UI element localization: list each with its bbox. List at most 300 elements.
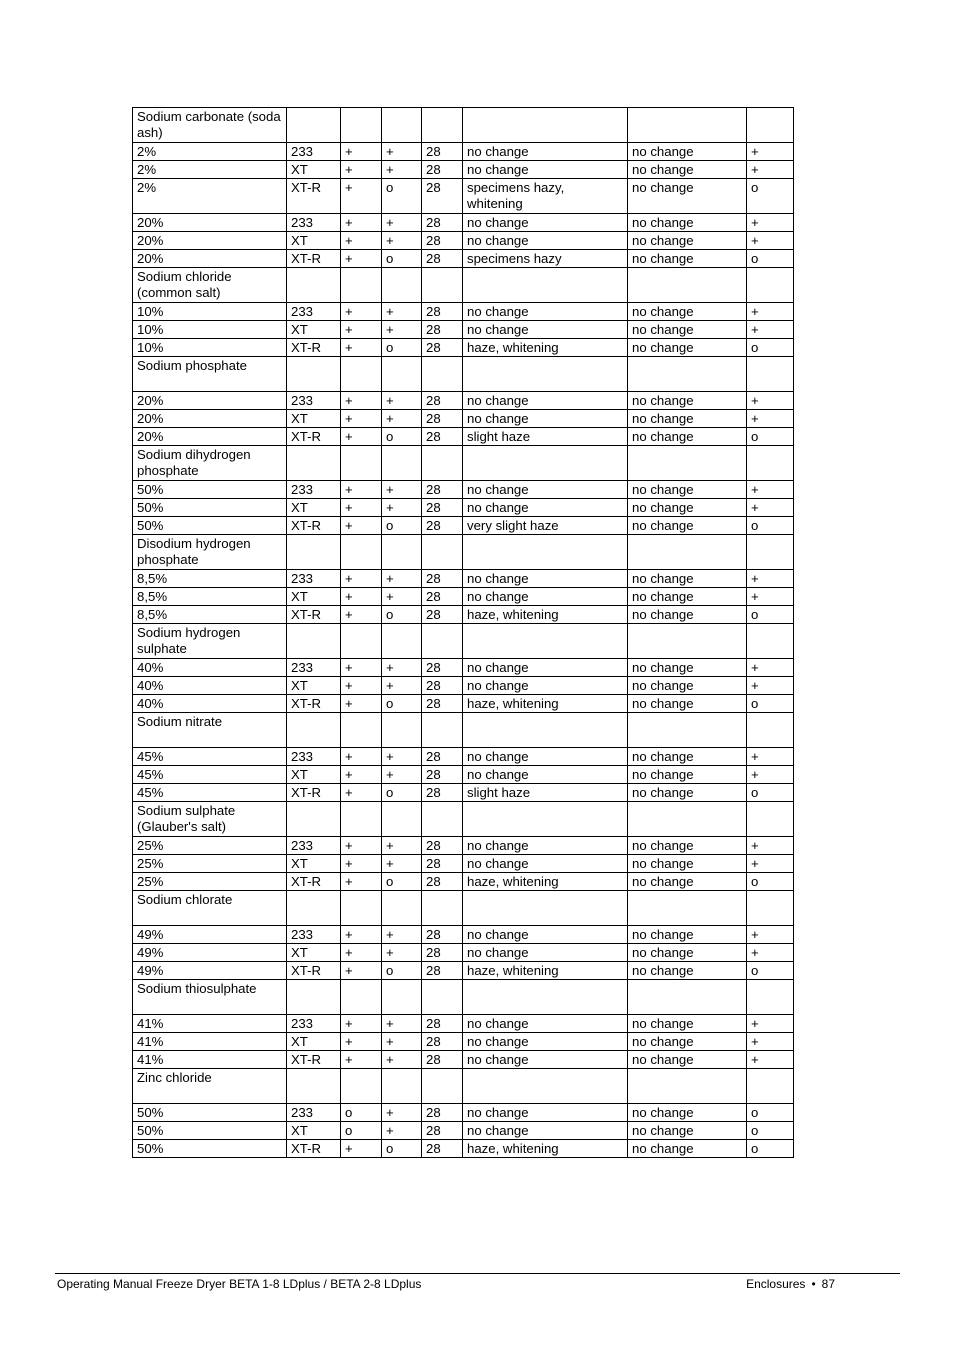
cell-observation: no change: [463, 481, 628, 499]
empty-cell: [287, 446, 341, 481]
cell-days: 28: [422, 1104, 463, 1122]
cell-material: XT: [287, 1033, 341, 1051]
cell-concentration: 45%: [133, 784, 287, 802]
cell-material: 233: [287, 748, 341, 766]
empty-cell: [628, 357, 747, 392]
section-header-row: [133, 1069, 794, 1104]
cell-days: 28: [422, 143, 463, 161]
cell-material: 233: [287, 481, 341, 499]
empty-cell: [628, 1069, 747, 1104]
empty-cell: [382, 108, 422, 143]
table-row: [133, 428, 794, 446]
cell-observation: no change: [463, 748, 628, 766]
cell-overall: +: [747, 926, 794, 944]
empty-cell: [628, 446, 747, 481]
cell-rating-b: o: [382, 606, 422, 624]
table-row: [133, 588, 794, 606]
empty-cell: [341, 980, 382, 1015]
empty-cell: [287, 891, 341, 926]
cell-concentration: 10%: [133, 339, 287, 357]
cell-rating-b: o: [382, 339, 422, 357]
cell-observation: no change: [463, 588, 628, 606]
cell-observation-2: no change: [628, 1122, 747, 1140]
cell-concentration: 49%: [133, 944, 287, 962]
table-row: [133, 1104, 794, 1122]
cell-days: 28: [422, 926, 463, 944]
cell-observation-2: no change: [628, 1051, 747, 1069]
cell-days: 28: [422, 303, 463, 321]
cell-concentration: 50%: [133, 1140, 287, 1158]
substance-name: Sodium phosphate: [133, 357, 287, 392]
cell-observation: no change: [463, 499, 628, 517]
cell-overall: +: [747, 766, 794, 784]
cell-material: 233: [287, 570, 341, 588]
footer-page-info: [746, 1277, 835, 1291]
empty-cell: [382, 446, 422, 481]
cell-observation: no change: [463, 570, 628, 588]
cell-days: 28: [422, 179, 463, 214]
cell-overall: +: [747, 659, 794, 677]
empty-cell: [747, 802, 794, 837]
cell-observation: no change: [463, 1033, 628, 1051]
cell-observation-2: no change: [628, 837, 747, 855]
cell-concentration: 49%: [133, 962, 287, 980]
empty-cell: [463, 624, 628, 659]
cell-days: 28: [422, 606, 463, 624]
empty-cell: [422, 357, 463, 392]
cell-overall: +: [747, 1051, 794, 1069]
cell-rating-b: +: [382, 1051, 422, 1069]
cell-rating-a: +: [341, 855, 382, 873]
empty-cell: [628, 802, 747, 837]
cell-rating-a: +: [341, 677, 382, 695]
table-row: [133, 944, 794, 962]
cell-days: 28: [422, 570, 463, 588]
empty-cell: [382, 891, 422, 926]
cell-concentration: 10%: [133, 321, 287, 339]
footer-rule: [55, 1273, 900, 1274]
empty-cell: [747, 891, 794, 926]
cell-days: 28: [422, 695, 463, 713]
cell-overall: o: [747, 339, 794, 357]
cell-days: 28: [422, 677, 463, 695]
substance-name: Sodium chlorate: [133, 891, 287, 926]
cell-observation: no change: [463, 161, 628, 179]
cell-rating-a: +: [341, 321, 382, 339]
empty-cell: [463, 535, 628, 570]
cell-observation-2: no change: [628, 410, 747, 428]
cell-overall: +: [747, 481, 794, 499]
cell-material: XT-R: [287, 1051, 341, 1069]
cell-observation: haze, whitening: [463, 873, 628, 891]
section-header-row: [133, 624, 794, 659]
cell-material: 233: [287, 659, 341, 677]
cell-observation: haze, whitening: [463, 962, 628, 980]
cell-material: 233: [287, 392, 341, 410]
cell-observation-2: no change: [628, 143, 747, 161]
cell-observation-2: no change: [628, 1104, 747, 1122]
cell-material: 233: [287, 926, 341, 944]
cell-concentration: 20%: [133, 410, 287, 428]
cell-observation: no change: [463, 143, 628, 161]
cell-rating-b: +: [382, 837, 422, 855]
empty-cell: [422, 535, 463, 570]
cell-observation: no change: [463, 232, 628, 250]
cell-rating-b: +: [382, 481, 422, 499]
empty-cell: [422, 108, 463, 143]
cell-observation: no change: [463, 837, 628, 855]
cell-concentration: 25%: [133, 837, 287, 855]
cell-rating-b: +: [382, 410, 422, 428]
cell-concentration: 20%: [133, 428, 287, 446]
cell-material: XT-R: [287, 873, 341, 891]
empty-cell: [422, 1069, 463, 1104]
empty-cell: [422, 802, 463, 837]
cell-observation-2: no change: [628, 855, 747, 873]
cell-rating-a: +: [341, 837, 382, 855]
empty-cell: [628, 268, 747, 303]
empty-cell: [287, 535, 341, 570]
cell-observation: specimens hazy, whitening: [463, 179, 628, 214]
cell-material: XT: [287, 410, 341, 428]
cell-observation: no change: [463, 944, 628, 962]
empty-cell: [463, 713, 628, 748]
cell-rating-b: o: [382, 517, 422, 535]
table-body: [133, 108, 794, 1158]
cell-material: XT: [287, 855, 341, 873]
cell-observation-2: no change: [628, 321, 747, 339]
empty-cell: [463, 446, 628, 481]
footer-document-title: Operating Manual Freeze Dryer BETA 1-8 LDplus / BETA 2-8 LDplus: [57, 1277, 422, 1291]
cell-concentration: 50%: [133, 499, 287, 517]
substance-name: Zinc chloride: [133, 1069, 287, 1104]
cell-observation: no change: [463, 303, 628, 321]
cell-concentration: 25%: [133, 873, 287, 891]
cell-rating-a: +: [341, 588, 382, 606]
table-row: [133, 392, 794, 410]
cell-rating-b: +: [382, 766, 422, 784]
cell-concentration: 40%: [133, 677, 287, 695]
cell-days: 28: [422, 748, 463, 766]
cell-days: 28: [422, 1015, 463, 1033]
empty-cell: [747, 268, 794, 303]
cell-concentration: 10%: [133, 303, 287, 321]
cell-concentration: 49%: [133, 926, 287, 944]
table-row: [133, 766, 794, 784]
cell-material: XT-R: [287, 962, 341, 980]
table-row: [133, 784, 794, 802]
cell-overall: +: [747, 143, 794, 161]
substance-name: Sodium carbonate (soda ash): [133, 108, 287, 143]
empty-cell: [287, 268, 341, 303]
cell-overall: +: [747, 748, 794, 766]
table-row: [133, 570, 794, 588]
cell-overall: o: [747, 179, 794, 214]
cell-observation-2: no change: [628, 766, 747, 784]
cell-overall: o: [747, 428, 794, 446]
cell-rating-b: +: [382, 499, 422, 517]
cell-rating-b: +: [382, 1015, 422, 1033]
cell-days: 28: [422, 392, 463, 410]
cell-concentration: 20%: [133, 392, 287, 410]
cell-days: 28: [422, 784, 463, 802]
empty-cell: [628, 980, 747, 1015]
table-row: [133, 410, 794, 428]
cell-days: 28: [422, 232, 463, 250]
cell-observation-2: no change: [628, 944, 747, 962]
empty-cell: [747, 357, 794, 392]
cell-observation-2: no change: [628, 1033, 747, 1051]
empty-cell: [382, 802, 422, 837]
cell-rating-b: +: [382, 232, 422, 250]
cell-material: XT: [287, 677, 341, 695]
cell-days: 28: [422, 321, 463, 339]
cell-overall: +: [747, 499, 794, 517]
cell-rating-a: +: [341, 873, 382, 891]
cell-overall: +: [747, 855, 794, 873]
cell-days: 28: [422, 1033, 463, 1051]
cell-rating-a: +: [341, 410, 382, 428]
cell-material: 233: [287, 303, 341, 321]
cell-rating-b: +: [382, 570, 422, 588]
cell-rating-b: +: [382, 588, 422, 606]
cell-rating-a: +: [341, 481, 382, 499]
cell-concentration: 50%: [133, 1104, 287, 1122]
cell-days: 28: [422, 499, 463, 517]
empty-cell: [382, 535, 422, 570]
cell-overall: +: [747, 1015, 794, 1033]
cell-concentration: 50%: [133, 1122, 287, 1140]
empty-cell: [628, 713, 747, 748]
section-header-row: [133, 268, 794, 303]
cell-material: XT: [287, 1122, 341, 1140]
cell-days: 28: [422, 1122, 463, 1140]
cell-concentration: 20%: [133, 232, 287, 250]
cell-observation: haze, whitening: [463, 1140, 628, 1158]
cell-observation: no change: [463, 1122, 628, 1140]
cell-overall: +: [747, 570, 794, 588]
section-header-row: [133, 802, 794, 837]
empty-cell: [382, 624, 422, 659]
cell-concentration: 50%: [133, 517, 287, 535]
section-header-row: [133, 357, 794, 392]
section-header-row: [133, 446, 794, 481]
table-row: [133, 837, 794, 855]
cell-observation-2: no change: [628, 1140, 747, 1158]
table-row: [133, 1015, 794, 1033]
cell-observation-2: no change: [628, 606, 747, 624]
cell-rating-a: +: [341, 962, 382, 980]
cell-observation-2: no change: [628, 926, 747, 944]
table-row: [133, 695, 794, 713]
cell-overall: o: [747, 1140, 794, 1158]
empty-cell: [747, 108, 794, 143]
cell-days: 28: [422, 481, 463, 499]
cell-rating-a: +: [341, 1015, 382, 1033]
cell-overall: +: [747, 677, 794, 695]
empty-cell: [382, 268, 422, 303]
cell-rating-b: o: [382, 250, 422, 268]
empty-cell: [341, 891, 382, 926]
cell-material: XT-R: [287, 250, 341, 268]
empty-cell: [463, 357, 628, 392]
cell-material: XT: [287, 588, 341, 606]
cell-rating-b: +: [382, 303, 422, 321]
cell-observation: slight haze: [463, 784, 628, 802]
cell-concentration: 8,5%: [133, 606, 287, 624]
cell-overall: o: [747, 606, 794, 624]
cell-material: 233: [287, 214, 341, 232]
empty-cell: [628, 891, 747, 926]
cell-days: 28: [422, 161, 463, 179]
cell-observation-2: no change: [628, 232, 747, 250]
cell-concentration: 41%: [133, 1015, 287, 1033]
cell-observation: very slight haze: [463, 517, 628, 535]
cell-observation: no change: [463, 1015, 628, 1033]
cell-rating-b: o: [382, 179, 422, 214]
cell-material: XT: [287, 766, 341, 784]
empty-cell: [463, 891, 628, 926]
cell-observation: no change: [463, 1104, 628, 1122]
cell-overall: +: [747, 321, 794, 339]
cell-concentration: 20%: [133, 250, 287, 268]
empty-cell: [341, 108, 382, 143]
cell-observation-2: no change: [628, 428, 747, 446]
cell-rating-b: o: [382, 1140, 422, 1158]
cell-observation: no change: [463, 410, 628, 428]
cell-rating-b: +: [382, 944, 422, 962]
cell-observation: haze, whitening: [463, 339, 628, 357]
cell-overall: +: [747, 232, 794, 250]
cell-overall: +: [747, 588, 794, 606]
empty-cell: [463, 1069, 628, 1104]
cell-overall: o: [747, 784, 794, 802]
substance-name: Sodium sulphate (Glauber's salt): [133, 802, 287, 837]
cell-observation-2: no change: [628, 392, 747, 410]
cell-rating-b: +: [382, 392, 422, 410]
cell-rating-a: +: [341, 784, 382, 802]
table-row: [133, 179, 794, 214]
cell-days: 28: [422, 944, 463, 962]
empty-cell: [341, 624, 382, 659]
table-row: [133, 161, 794, 179]
empty-cell: [628, 624, 747, 659]
cell-concentration: 45%: [133, 748, 287, 766]
empty-cell: [747, 446, 794, 481]
cell-rating-a: +: [341, 570, 382, 588]
cell-days: 28: [422, 410, 463, 428]
cell-rating-b: +: [382, 214, 422, 232]
cell-material: XT-R: [287, 1140, 341, 1158]
cell-overall: o: [747, 250, 794, 268]
empty-cell: [341, 1069, 382, 1104]
cell-days: 28: [422, 659, 463, 677]
empty-cell: [287, 980, 341, 1015]
cell-material: 233: [287, 837, 341, 855]
cell-rating-a: o: [341, 1122, 382, 1140]
empty-cell: [463, 108, 628, 143]
cell-concentration: 50%: [133, 481, 287, 499]
cell-concentration: 2%: [133, 179, 287, 214]
table-row: [133, 962, 794, 980]
cell-overall: o: [747, 695, 794, 713]
empty-cell: [463, 980, 628, 1015]
cell-concentration: 45%: [133, 766, 287, 784]
cell-rating-a: +: [341, 392, 382, 410]
cell-rating-a: +: [341, 659, 382, 677]
cell-observation-2: no change: [628, 695, 747, 713]
cell-observation-2: no change: [628, 303, 747, 321]
cell-overall: +: [747, 944, 794, 962]
cell-concentration: 8,5%: [133, 588, 287, 606]
cell-observation-2: no change: [628, 962, 747, 980]
table-row: [133, 250, 794, 268]
cell-rating-b: +: [382, 143, 422, 161]
cell-observation-2: no change: [628, 161, 747, 179]
footer-page-number: 87: [821, 1277, 835, 1291]
cell-rating-b: +: [382, 748, 422, 766]
cell-rating-a: +: [341, 161, 382, 179]
empty-cell: [747, 535, 794, 570]
cell-overall: +: [747, 410, 794, 428]
empty-cell: [463, 802, 628, 837]
cell-material: 233: [287, 143, 341, 161]
empty-cell: [287, 357, 341, 392]
cell-observation-2: no change: [628, 179, 747, 214]
substance-name: Sodium dihydrogen phosphate: [133, 446, 287, 481]
substance-name: Sodium chloride (common salt): [133, 268, 287, 303]
cell-rating-a: +: [341, 214, 382, 232]
cell-material: XT: [287, 321, 341, 339]
cell-rating-a: +: [341, 250, 382, 268]
cell-observation-2: no change: [628, 659, 747, 677]
cell-observation: no change: [463, 659, 628, 677]
cell-material: XT-R: [287, 517, 341, 535]
substance-name: Sodium hydrogen sulphate: [133, 624, 287, 659]
table-row: [133, 1051, 794, 1069]
cell-observation-2: no change: [628, 1015, 747, 1033]
substance-name: Disodium hydrogen phosphate: [133, 535, 287, 570]
cell-observation-2: no change: [628, 214, 747, 232]
cell-rating-b: o: [382, 784, 422, 802]
empty-cell: [422, 891, 463, 926]
cell-material: XT-R: [287, 606, 341, 624]
cell-rating-a: +: [341, 1051, 382, 1069]
cell-observation: haze, whitening: [463, 695, 628, 713]
empty-cell: [747, 1069, 794, 1104]
cell-observation: no change: [463, 214, 628, 232]
cell-observation: specimens hazy: [463, 250, 628, 268]
empty-cell: [287, 1069, 341, 1104]
cell-observation-2: no change: [628, 499, 747, 517]
cell-observation: no change: [463, 926, 628, 944]
cell-overall: +: [747, 161, 794, 179]
cell-material: XT-R: [287, 784, 341, 802]
cell-days: 28: [422, 1051, 463, 1069]
cell-observation-2: no change: [628, 339, 747, 357]
cell-rating-a: +: [341, 748, 382, 766]
section-header-row: [133, 891, 794, 926]
cell-concentration: 40%: [133, 659, 287, 677]
cell-rating-a: +: [341, 339, 382, 357]
empty-cell: [422, 980, 463, 1015]
cell-observation: no change: [463, 766, 628, 784]
cell-material: 233: [287, 1104, 341, 1122]
cell-days: 28: [422, 962, 463, 980]
empty-cell: [287, 713, 341, 748]
empty-cell: [287, 108, 341, 143]
cell-concentration: 25%: [133, 855, 287, 873]
